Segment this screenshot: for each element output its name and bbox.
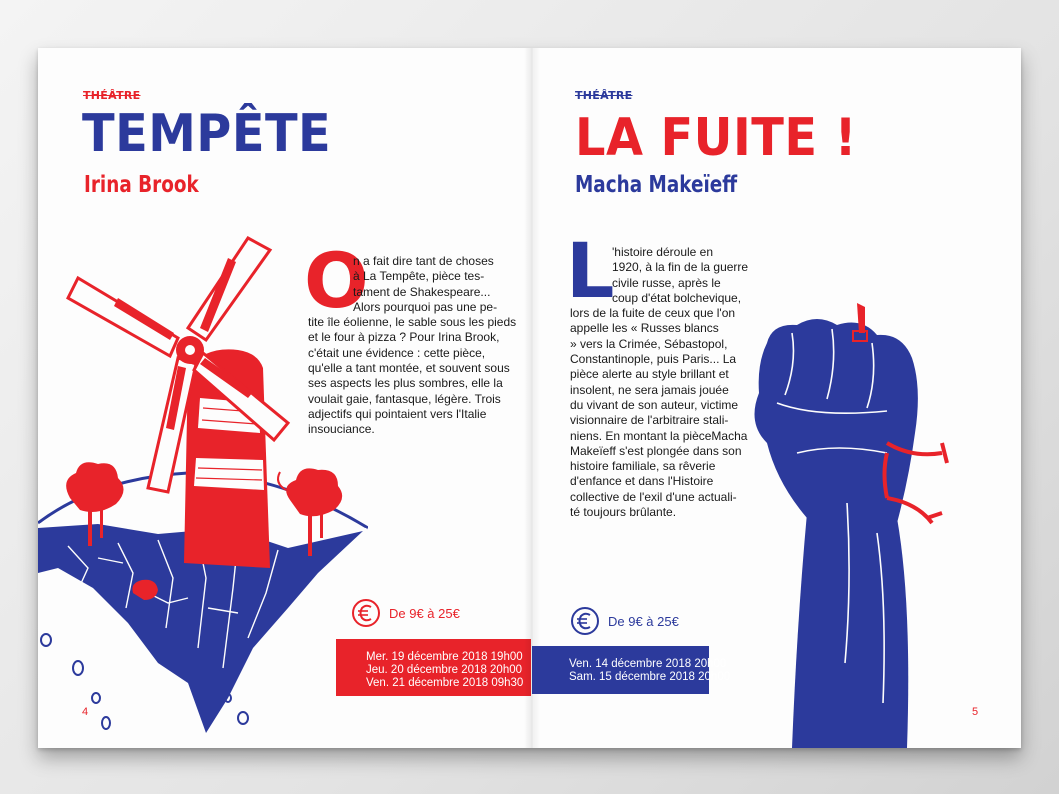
left-body-line: insouciance. (308, 422, 375, 437)
right-body-line: visionnaire de l'arbitraire stali- (570, 413, 729, 428)
left-page (38, 48, 531, 748)
left-dates-box (336, 639, 531, 696)
left-body-line: Alors pourquoi pas une pe- (353, 299, 498, 314)
right-price (570, 606, 679, 636)
right-body-line: insolent, ne sera jamais jouée (570, 382, 729, 397)
right-page-number: 5 (972, 706, 979, 718)
right-body-line: coup d'état bolchevique, (612, 290, 742, 305)
left-body-line: adjectifs qui pointaient vers l'Italie (308, 406, 487, 421)
right-body-line: histoire familiale, sa rêverie (570, 459, 716, 474)
right-body-line: Makeïeff s'est plongée dans son (570, 443, 742, 458)
right-body-line: 'histoire déroule en (612, 245, 714, 259)
left-body-line: c'était une évidence : cette pièce, (308, 345, 486, 360)
date-line: Mer. 19 décembre 2018 19h00 (366, 651, 523, 663)
right-body-line: pièce alerte au style brillant et (570, 367, 729, 382)
right-dropcap: L (566, 226, 615, 315)
right-body-line: Constantinople, puis Paris... La (570, 352, 737, 367)
left-body-line: voulait gaie, fantasque, légère. Trois (308, 391, 501, 406)
right-kicker: THÉÂTRE (575, 89, 633, 102)
left-body-line: tament de Shakespeare... (353, 284, 491, 299)
date-line: Jeu. 20 décembre 2018 20h00 (366, 664, 523, 676)
right-body-line: civile russe, après le (612, 275, 721, 290)
right-price-label: De 9€ à 25€ (608, 613, 679, 629)
right-body-line: appelle les « Russes blancs (570, 321, 719, 336)
date-line: Ven. 14 décembre 2018 20h00 (569, 658, 727, 670)
left-price (351, 598, 460, 628)
raised-fist-icon (737, 303, 967, 748)
left-author: Irina Brook (84, 172, 199, 198)
left-body-line: n a fait dire tant de choses (353, 254, 494, 268)
right-dates-box (532, 646, 731, 694)
right-body-line: 1920, à la fin de la guerre (612, 260, 749, 275)
right-page (532, 48, 1021, 748)
left-price-label: De 9€ à 25€ (389, 605, 460, 621)
date-line: Sam. 15 décembre 2018 20h00 (569, 671, 731, 683)
euro-icon (570, 606, 600, 636)
left-body-line: ses aspects les plus sombres, elle la (308, 376, 503, 391)
right-body-line: niens. En montant la pièceMacha (570, 428, 748, 443)
right-body-line: » vers la Crimée, Sébastopol, (570, 336, 728, 351)
magazine-spread (38, 48, 1021, 748)
left-body-line: et le four à pizza ? Pour Irina Brook, (308, 330, 500, 345)
right-body-line: té toujours brûlante. (570, 505, 677, 520)
left-kicker: THÉÂTRE (83, 89, 141, 102)
left-body-line: qu'elle a tant montée, et souvent sous (308, 361, 510, 376)
left-page-number: 4 (82, 706, 89, 718)
left-body (308, 254, 518, 438)
right-body-line: d'enfance et dans l'Histoire (570, 474, 714, 489)
left-dropcap: O (304, 236, 369, 325)
left-body-line: à La Tempête, pièce tes- (353, 269, 485, 284)
right-body-line: lors de la fuite de ceux que l'on (570, 306, 736, 321)
right-body-line: collective de l'exil d'une actuali- (570, 489, 737, 504)
right-title: LA FUITE ! (575, 108, 857, 168)
right-author: Macha Makeïeff (575, 172, 738, 198)
right-body-line: du vivant de son auteur, victime (570, 397, 739, 412)
left-body-line: tite île éolienne, le sable sous les pieds (308, 315, 517, 330)
date-line: Ven. 21 décembre 2018 09h30 (366, 677, 524, 689)
euro-icon (351, 598, 381, 628)
left-title: TEMPÊTE (82, 104, 332, 164)
